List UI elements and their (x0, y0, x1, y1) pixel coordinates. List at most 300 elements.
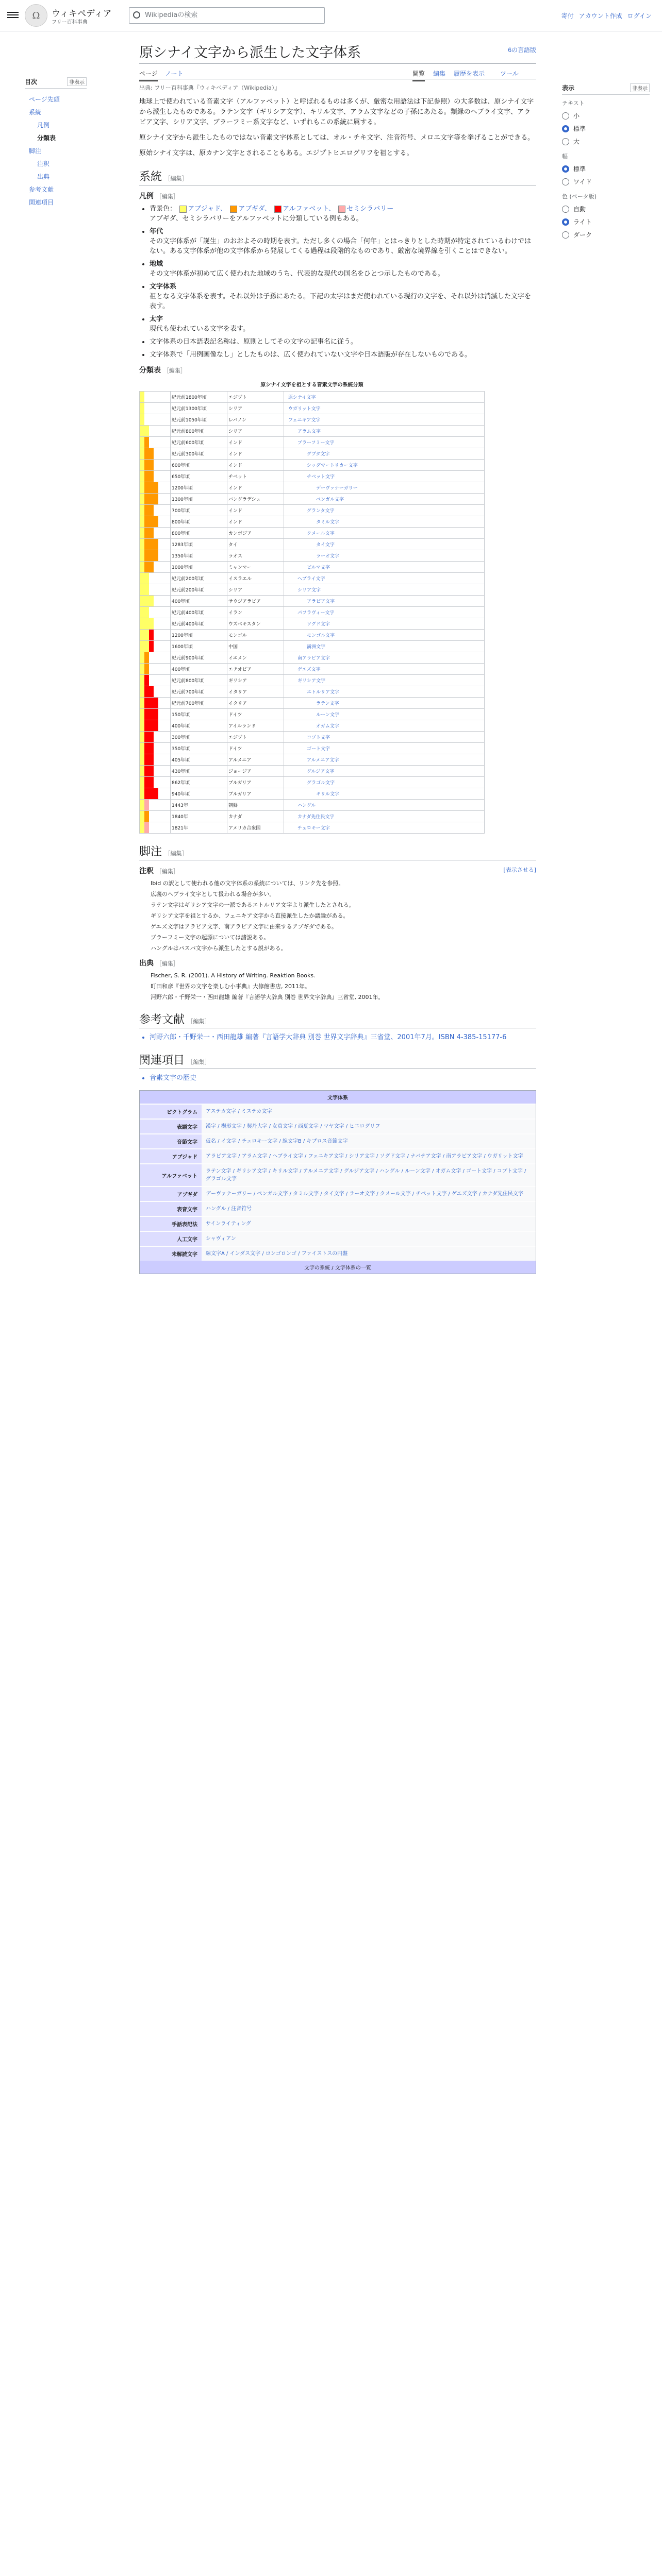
color-bar (140, 403, 144, 414)
navbox-group[interactable]: 表音文字 (140, 1202, 202, 1216)
color-bar (154, 516, 158, 527)
table-year: 1283年頃 (171, 539, 227, 550)
table-color-bars (140, 528, 171, 539)
color-bar (144, 505, 149, 516)
main-menu-button[interactable] (7, 10, 19, 20)
color-bar (144, 664, 149, 674)
table-script-name[interactable]: ルーン文字 (284, 709, 485, 720)
color-bar (140, 652, 144, 663)
legend-item-text: 現代も使われている文字を表す。 (150, 325, 250, 333)
color-bar (144, 811, 149, 822)
table-color-bars (140, 482, 171, 494)
section-notes-title: 脚注 (139, 845, 162, 858)
table-color-bars (140, 766, 171, 777)
table-script-name[interactable]: タミル文字 (284, 516, 485, 528)
table-script-name[interactable]: チェロキー文字 (284, 822, 485, 834)
tab-history[interactable]: 履歴を表示 (454, 70, 485, 77)
table-script-name[interactable]: ラテン文字 (284, 698, 485, 709)
color-bar (144, 618, 149, 629)
table-region: アメリカ合衆国 (227, 822, 284, 834)
navbox-links[interactable]: アステカ文字 / ミステカ文字 (202, 1105, 536, 1118)
navbox-links[interactable]: 仮名 / イ文字 / チェロキー文字 / 線文字B / キプロス音節文字 (202, 1134, 536, 1148)
width-wide-label: ワイド (573, 178, 592, 185)
legend-note: アブギダ、セミシラバリーをアルファベットに分類している例もある。 (150, 215, 363, 223)
table-row (140, 720, 485, 732)
color-bar (144, 607, 149, 618)
table-script-name[interactable]: ラーオ文字 (284, 550, 485, 562)
table-row (140, 539, 485, 550)
color-bar (149, 516, 154, 527)
table-row (140, 709, 485, 720)
table-script-name[interactable]: カナダ先住民文字 (284, 811, 485, 822)
table-script-name[interactable]: モンゴル文字 (284, 630, 485, 641)
navbox-group[interactable]: ピクトグラム (140, 1105, 202, 1118)
table-script-name[interactable]: グプタ文字 (284, 448, 485, 460)
table-script-name[interactable]: ヘブライ文字 (284, 573, 485, 584)
toc-item-legend[interactable]: 凡例 (37, 122, 50, 129)
toc-hide-button[interactable]: 非表示 (67, 77, 87, 86)
notes-toggle[interactable]: [表示させる] (503, 867, 536, 873)
table-region: ドイツ (227, 743, 284, 754)
table-color-bars (140, 596, 171, 607)
table-year: 紀元前800年頃 (171, 675, 227, 686)
navbox-links[interactable]: 漢字 / 楔形文字 / 契丹大字 / 女真文字 / 西夏文字 / マヤ文字 / ヒエログリフ (202, 1120, 536, 1133)
color-bar (144, 516, 149, 527)
edit-link[interactable]: ［編集］ (163, 368, 186, 374)
text-size-small[interactable] (562, 109, 650, 122)
page-title-text: 原シナイ文字から派生した文字体系 (139, 45, 361, 60)
table-script-name[interactable]: コプト文字 (284, 732, 485, 743)
legend-swatch-alphabet (274, 206, 282, 213)
table-year: 800年頃 (171, 528, 227, 539)
color-bar (140, 516, 144, 527)
color-bar (140, 505, 144, 516)
table-region: アイルランド (227, 720, 284, 732)
edit-link[interactable]: ［編集］ (164, 176, 188, 182)
color-dark[interactable] (562, 228, 650, 241)
tab-page[interactable]: ページ (139, 69, 158, 81)
color-bar (144, 743, 149, 754)
table-year: 紀元前700年頃 (171, 686, 227, 698)
refs-list (139, 971, 536, 1002)
toc-sidebar (25, 77, 87, 209)
legend-abugida[interactable]: アブギダ、 (238, 205, 271, 213)
table-color-bars (140, 811, 171, 822)
table-color-bars (140, 732, 171, 743)
color-bar (144, 448, 149, 459)
text-size-standard[interactable] (562, 122, 650, 135)
navbox-group[interactable]: アルファベット (140, 1164, 202, 1186)
table-script-name[interactable]: 南アラビア文字 (284, 652, 485, 664)
legend-semisyllabary[interactable]: セミシラバリー (346, 205, 394, 213)
radio-icon (562, 178, 569, 185)
table-row (140, 766, 485, 777)
table-row (140, 426, 485, 437)
table-year: 1350年頃 (171, 550, 227, 562)
toc-item-related[interactable]: 関連項目 (29, 199, 54, 206)
navbox-footer[interactable]: 文字の系統 / 文字体系の一覧 (140, 1261, 536, 1274)
table-color-bars (140, 494, 171, 505)
note-item: ブラーフミー文字の起源については諸説ある。 (151, 934, 270, 941)
navbox-links[interactable]: デーヴァナーガリー / ベンガル文字 / タミル文字 / タイ文字 / ラーオ文字 / クメール文字 / チベット文字 / ゲエズ文字 / カナダ先住民文字 (202, 1187, 536, 1201)
color-bar (144, 641, 149, 652)
color-bar (140, 460, 144, 470)
table-year: 紀元前600年頃 (171, 437, 227, 448)
table-year: 700年頃 (171, 505, 227, 516)
radio-selected-icon (562, 165, 569, 173)
biblio-list (150, 1032, 536, 1042)
table-script-name[interactable]: ゲエズ文字 (284, 664, 485, 675)
table-region: アルメニア (227, 754, 284, 766)
table-region: イスラエル (227, 573, 284, 584)
color-bar (140, 811, 144, 822)
navbox-group[interactable]: 手話表記法 (140, 1217, 202, 1231)
related-item[interactable]: • 音素文字の歴史 (150, 1073, 536, 1083)
table-color-bars (140, 630, 171, 641)
edit-link[interactable]: ［編集］ (156, 961, 179, 967)
table-script-name[interactable]: 満洲文字 (284, 641, 485, 652)
table-region: カナダ (227, 811, 284, 822)
ref-item: 町田和彦『世界の文字を楽しむ小事典』大修館書店, 2011年。 (151, 983, 310, 990)
tab-read[interactable]: 閲覧 (412, 69, 425, 81)
navbox-group[interactable]: 音節文字 (140, 1134, 202, 1148)
color-bar (149, 743, 154, 754)
ref-item: Fischer, S. R. (2001). A History of Writing. Reaktion Books. (151, 972, 316, 979)
tab-tools[interactable]: ツール (500, 70, 519, 77)
appearance-header (562, 83, 650, 95)
color-bar (154, 709, 158, 720)
navbox-group[interactable]: 表語文字 (140, 1120, 202, 1133)
table-year: 1840年 (171, 811, 227, 822)
table-year: 紀元前200年頃 (171, 584, 227, 596)
table-script-name[interactable]: ビルマ文字 (284, 562, 485, 573)
table-script-name[interactable]: クメール文字 (284, 528, 485, 539)
navbox-group[interactable]: 人工文字 (140, 1232, 202, 1246)
table-row (140, 528, 485, 539)
table-script-name[interactable]: ギリシア文字 (284, 675, 485, 686)
search-input[interactable]: Wikipediaの検索 (129, 7, 325, 24)
table-row (140, 471, 485, 482)
radio-icon (562, 138, 569, 145)
table-year: 430年頃 (171, 766, 227, 777)
toc-item-notes[interactable]: 脚注 (29, 147, 42, 155)
table-year: 紀元前300年頃 (171, 448, 227, 460)
table-script-name[interactable]: ソグド文字 (284, 618, 485, 630)
table-color-bars (140, 822, 171, 834)
note-item: Ibid の訳として使われる他の文字体系の系統については、リンク先を参照。 (151, 880, 344, 887)
table-color-bars (140, 743, 171, 754)
legend-extra-1: • 文字体系の日本語表記名称は、原則としてその文字の記事名に従う。 (150, 337, 536, 347)
color-bar (144, 800, 149, 810)
table-year: 650年頃 (171, 471, 227, 482)
legend-item-head: 地域 (150, 260, 163, 268)
toc-item-refs[interactable]: 出典 (37, 173, 50, 180)
table-row (140, 403, 485, 414)
color-bar (149, 596, 154, 606)
table-region: 朝鮮 (227, 800, 284, 811)
table-script-name[interactable]: ブラーフミー文字 (284, 437, 485, 448)
table-row (140, 448, 485, 460)
navbox-links[interactable]: シャヴィアン (202, 1232, 536, 1246)
color-bar (144, 720, 149, 731)
table-script-name[interactable]: ハングル (284, 800, 485, 811)
navbox-title[interactable]: 文字体系 (140, 1091, 536, 1104)
edit-link[interactable]: ［編集］ (156, 869, 179, 875)
navbox-links[interactable]: 線文字A / インダス文字 / ロンゴロンゴ / ファイストスの円盤 (202, 1247, 536, 1261)
table-year: 紀元前900年頃 (171, 652, 227, 664)
table-region: イラン (227, 607, 284, 618)
table-row (140, 437, 485, 448)
color-bar (144, 732, 149, 742)
table-region: インド (227, 482, 284, 494)
table-color-bars (140, 505, 171, 516)
table-script-name[interactable]: アラム文字 (284, 426, 485, 437)
table-row (140, 652, 485, 664)
tab-talk[interactable]: ノート (165, 70, 184, 77)
toc-item-top[interactable]: ページ先頭 (29, 96, 60, 103)
login-link[interactable]: ログイン (627, 12, 652, 20)
color-bar (149, 754, 154, 765)
table-script-name[interactable]: ウガリット文字 (284, 403, 485, 414)
table-color-bars (140, 675, 171, 686)
table-year: 350年頃 (171, 743, 227, 754)
table-color-bars (140, 664, 171, 675)
navbox-links[interactable]: ラテン文字 / ギリシア文字 / キリル文字 / アルメニア文字 / グルジア文字 / ハングル / ルーン文字 / オガム文字 / ゴート文字 / コプト文字 / グラゴル文字 (202, 1164, 536, 1186)
color-bar (140, 584, 144, 595)
toc-item-system[interactable]: 系統 (29, 109, 42, 116)
color-bar (140, 471, 144, 482)
site-header (0, 0, 662, 32)
toc-item-annot[interactable]: 注釈 (37, 160, 50, 167)
edit-link[interactable]: ［編集］ (164, 851, 188, 857)
color-bar (144, 539, 149, 550)
section-related (139, 1052, 536, 1069)
color-bar (140, 573, 144, 584)
donate-link[interactable]: 寄付 (561, 12, 574, 20)
search-icon (133, 11, 140, 19)
table-year: 150年頃 (171, 709, 227, 720)
table-script-name[interactable]: ベンガル文字 (284, 494, 485, 505)
legend-swatch-abjad (179, 206, 187, 213)
table-script-name[interactable]: エトルリア文字 (284, 686, 485, 698)
table-script-name[interactable]: 原シナイ文字 (284, 392, 485, 403)
table-row (140, 494, 485, 505)
navbox-row (140, 1148, 536, 1163)
navbox-links[interactable]: ハングル / 注音符号 (202, 1202, 536, 1216)
color-bar (140, 630, 144, 640)
table-script-name[interactable]: デーヴァナーガリー (284, 482, 485, 494)
color-bar (144, 460, 149, 470)
table-year: 紀元前1300年頃 (171, 403, 227, 414)
navbox-links[interactable]: アラビア文字 / アラム文字 / ヘブライ文字 / フェニキア文字 / シリア文字 / ソグド文字 / ナバテア文字 / 南アラビア文字 / ウガリット文字 (202, 1149, 536, 1163)
table-script-name[interactable]: アラビア文字 (284, 596, 485, 607)
table-script-name[interactable]: グラゴル文字 (284, 777, 485, 788)
legend-item-text: 祖となる文字体系を表す。それ以外は子孫にあたる。下記の太字はまだ使われている現行の文字を、それ以外は消滅した文字を表す。 (150, 293, 531, 310)
section-table-title: 分類表 (139, 366, 161, 375)
table-region: ブルガリア (227, 788, 284, 800)
language-button[interactable]: 6の言語版 (508, 46, 536, 54)
color-bar (144, 630, 149, 640)
legend-item-text: その文字体系が初めて広く使われた地域のうち、代表的な現代の国名をひとつ示したものである。 (150, 270, 444, 278)
table-region: ギリシア (227, 675, 284, 686)
edit-link[interactable]: ［編集］ (187, 1019, 210, 1025)
table-script-name[interactable]: タイ文字 (284, 539, 485, 550)
table-region: 中国 (227, 641, 284, 652)
table-script-name[interactable]: グルジア文字 (284, 766, 485, 777)
color-bar (149, 766, 154, 776)
edit-link[interactable]: ［編集］ (156, 194, 179, 200)
width-wide[interactable] (562, 175, 650, 188)
color-bar (144, 426, 149, 436)
text-size-large-label: 大 (573, 138, 580, 145)
table-row (140, 596, 485, 607)
classification-table (139, 391, 485, 834)
biblio-item[interactable]: • 河野六郎・千野栄一・西田龍雄 編著『言語学大辞典 別巻 世界文字辞典』三省堂、2001年7月。ISBN 4-385-15177-6 (150, 1032, 536, 1042)
color-bar (144, 482, 149, 493)
navbox-group[interactable]: アブギダ (140, 1187, 202, 1201)
table-script-name[interactable]: キリル文字 (284, 788, 485, 800)
legend-item-head: 文字体系 (150, 283, 177, 291)
color-bar (154, 720, 158, 731)
main-content (139, 32, 536, 1274)
tab-edit[interactable]: 編集 (433, 70, 446, 77)
legend-abjad[interactable]: アブジャド、 (188, 205, 227, 213)
table-row (140, 630, 485, 641)
table-year: 1000年頃 (171, 562, 227, 573)
toc-item-table[interactable]: 分類表 (37, 134, 56, 142)
table-year: 940年頃 (171, 788, 227, 800)
table-region: カンボジア (227, 528, 284, 539)
section-table (139, 365, 536, 375)
table-year: 400年頃 (171, 596, 227, 607)
width-standard-label: 標準 (573, 165, 586, 173)
table-script-name[interactable]: アルメニア文字 (284, 754, 485, 766)
navbox-links[interactable]: サインライティング (202, 1217, 536, 1231)
table-year: 1200年頃 (171, 482, 227, 494)
table-color-bars (140, 777, 171, 788)
color-bar (140, 675, 144, 686)
color-bar (140, 800, 144, 810)
table-script-name[interactable]: グランタ文字 (284, 505, 485, 516)
appearance-hide-button[interactable]: 非表示 (630, 83, 650, 92)
table-script-name[interactable]: シッダマートリカー文字 (284, 460, 485, 471)
color-label: 色 (ベータ版) (562, 193, 597, 200)
table-region: バングラデシュ (227, 494, 284, 505)
color-bar (144, 777, 149, 788)
table-color-bars (140, 562, 171, 573)
legend-alphabet[interactable]: アルファベット、 (283, 205, 336, 213)
radio-selected-icon (562, 125, 569, 132)
table-year: 862年頃 (171, 777, 227, 788)
color-bar (140, 777, 144, 788)
color-auto[interactable] (562, 202, 650, 215)
site-wordmark[interactable]: ウィキペディア (52, 9, 112, 19)
note-item: ゲエズ文字はアラビア文字、南アラビア文字に由来するアブギダである。 (151, 923, 338, 930)
color-bar (149, 482, 154, 493)
table-color-bars (140, 471, 171, 482)
table-year: 紀元前800年頃 (171, 426, 227, 437)
table-year: 1600年頃 (171, 641, 227, 652)
table-row (140, 618, 485, 630)
table-year: 405年頃 (171, 754, 227, 766)
color-bar (154, 482, 158, 493)
color-bar (144, 698, 149, 708)
legend-item (150, 282, 536, 311)
table-script-name[interactable]: パフラヴィー文字 (284, 607, 485, 618)
legend-item (150, 314, 536, 334)
table-region: ジョージア (227, 766, 284, 777)
legend-item (150, 227, 536, 256)
text-size-large[interactable] (562, 135, 650, 148)
color-auto-label: 自動 (573, 206, 586, 213)
create-account-link[interactable]: アカウント作成 (578, 12, 622, 20)
table-region: インド (227, 516, 284, 528)
radio-icon (562, 112, 569, 120)
related-list (150, 1073, 536, 1083)
table-year: 400年頃 (171, 664, 227, 675)
color-bar (149, 686, 154, 697)
color-bar (149, 641, 154, 652)
site-tagline: フリー百科事典 (52, 20, 88, 25)
table-row (140, 686, 485, 698)
radio-selected-icon (562, 218, 569, 226)
color-bar (144, 494, 149, 504)
table-color-bars (140, 698, 171, 709)
table-region: エチオピア (227, 664, 284, 675)
table-color-bars (140, 788, 171, 800)
table-row (140, 698, 485, 709)
page-tabs (139, 65, 536, 79)
color-bar (140, 720, 144, 731)
color-bar (154, 550, 158, 561)
navbox (139, 1090, 536, 1274)
table-color-bars (140, 437, 171, 448)
table-row (140, 573, 485, 584)
table-script-name[interactable]: チベット文字 (284, 471, 485, 482)
wikipedia-logo[interactable]: Ω (25, 4, 47, 27)
section-legend (139, 191, 536, 201)
table-script-name[interactable]: フェニキア文字 (284, 414, 485, 426)
table-region: インド (227, 505, 284, 516)
color-bar (140, 822, 144, 833)
color-bar (144, 471, 149, 482)
table-script-name[interactable]: オガム文字 (284, 720, 485, 732)
section-system (139, 168, 536, 185)
table-script-name[interactable]: ゴート文字 (284, 743, 485, 754)
width-standard[interactable] (562, 162, 650, 175)
legend-extra-2: • 文字体系で「用例画像なし」としたものは、広く使われていない文字や日本語版が存在しないものである。 (150, 350, 536, 360)
color-bar (140, 494, 144, 504)
edit-link[interactable]: ［編集］ (187, 1059, 210, 1065)
table-script-name[interactable]: シリア文字 (284, 584, 485, 596)
color-bar (140, 732, 144, 742)
navbox-group[interactable]: 未解読文字 (140, 1247, 202, 1261)
navbox-group[interactable]: アブジャド (140, 1149, 202, 1163)
color-light[interactable] (562, 215, 650, 228)
legend-item-text: その文字体系が「誕生」のおおよその時期を表す。ただし多くの場合「何年」とはっきりとした時期が特定されているわけではない。ある文字体系が他の文字体系から発展してくる過程は段階的なものであり、厳密な境界線を引くことはできない。 (150, 238, 531, 255)
appearance-title: 表示 (562, 84, 575, 92)
toc-title: 目次 (25, 78, 38, 86)
color-bar (149, 698, 154, 708)
color-bar (140, 550, 144, 561)
color-bar (140, 743, 144, 754)
text-size-label: テキスト (562, 100, 585, 107)
note-item: 広義のヘブライ文字として扱われる場合が多い。 (151, 891, 275, 897)
toc-item-biblio[interactable]: 参考文献 (29, 186, 54, 193)
color-bar (149, 550, 154, 561)
color-bar (144, 754, 149, 765)
legend-swatch-semisyllabary (338, 206, 345, 213)
